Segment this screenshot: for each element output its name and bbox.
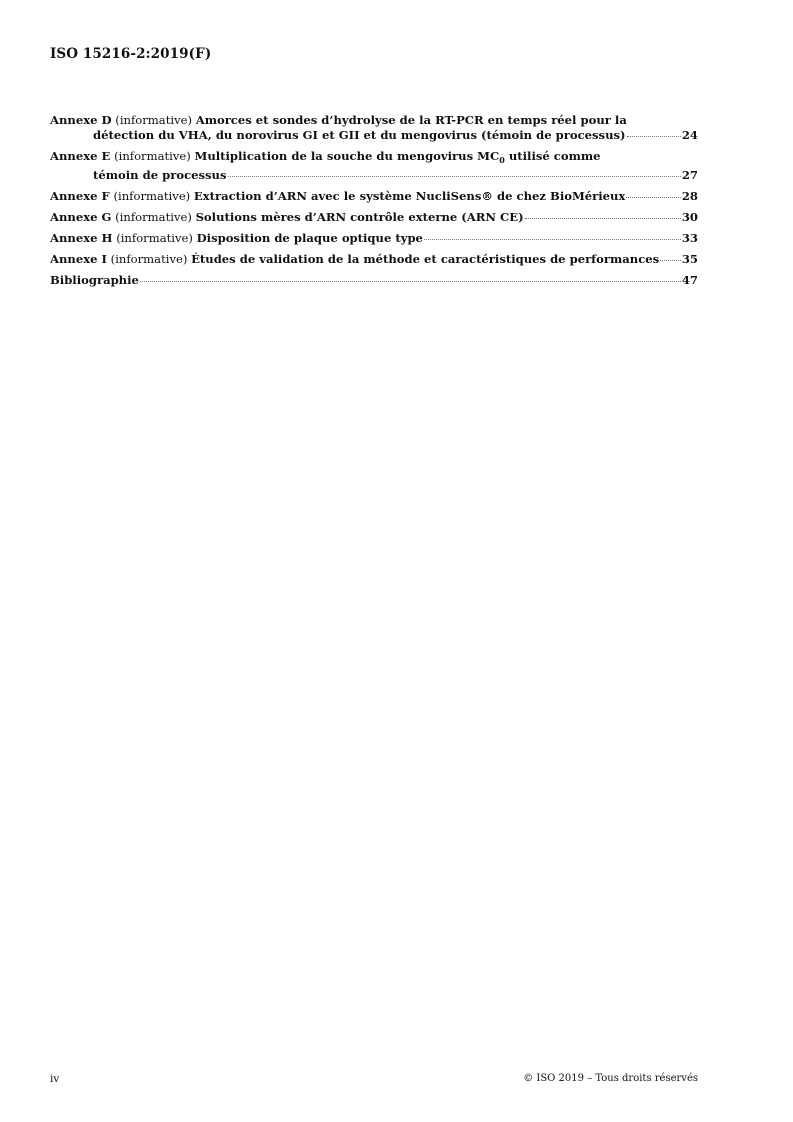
annex-title: Solutions mères d’ARN contrôle externe (ARN CE)	[195, 210, 524, 224]
toc-text	[50, 252, 659, 267]
annex-title-continued: détection du VHA, du norovirus GI et GII et du mengovirus (témoin de processus)	[93, 128, 626, 142]
page-number: 35	[681, 252, 698, 266]
annex-label: Annexe D	[50, 113, 112, 127]
toc-entry-annex-f[interactable]	[50, 189, 698, 204]
toc-line	[50, 149, 698, 168]
toc-text	[93, 128, 626, 143]
annex-title-tail: utilisé comme	[504, 149, 601, 163]
toc-line	[50, 231, 698, 246]
toc-line	[50, 252, 698, 267]
page-number: 28	[681, 189, 698, 203]
annex-title: Études de validation de la méthode et caractéristiques de performances	[191, 252, 660, 266]
table-of-contents	[50, 113, 698, 294]
toc-entry-annex-e[interactable]	[50, 149, 698, 183]
annex-title: Extraction d’ARN avec le système NucliSens® de chez BioMérieux	[193, 189, 626, 203]
toc-text	[50, 189, 625, 204]
toc-entry-annex-g[interactable]	[50, 210, 698, 225]
toc-text	[50, 273, 139, 288]
page-number: 30	[681, 210, 698, 224]
toc-text	[50, 113, 627, 128]
annex-label: Annexe F	[50, 189, 110, 203]
annex-label: Annexe G	[50, 210, 112, 224]
dot-leader	[660, 260, 681, 261]
dot-leader	[525, 218, 681, 219]
annex-label: Annexe E	[50, 149, 111, 163]
subscript-zero: 0	[499, 155, 505, 165]
annex-title: Disposition de plaque optique type	[196, 231, 423, 245]
annex-type: (informative)	[106, 252, 192, 266]
dot-leader	[228, 176, 681, 177]
annex-title-continued: témoin de processus	[93, 168, 227, 182]
footer-copyright: © ISO 2019 – Tous droits réservés	[523, 1073, 698, 1084]
toc-line-continued	[50, 168, 698, 183]
annex-type: (informative)	[111, 210, 196, 224]
annex-title: Amorces et sondes d’hydrolyse de la RT-PCR en temps réel pour la	[195, 113, 627, 127]
bibliography-title: Bibliographie	[50, 273, 139, 287]
document-id-header: ISO 15216-2:2019(F)	[50, 46, 212, 62]
toc-line	[50, 113, 698, 128]
toc-line-continued	[50, 128, 698, 143]
annex-type: (informative)	[112, 231, 197, 245]
toc-line	[50, 210, 698, 225]
annex-type: (informative)	[110, 149, 195, 163]
annex-label: Annexe I	[50, 252, 107, 266]
footer-page-number: iv	[50, 1073, 60, 1085]
toc-entry-annex-d[interactable]	[50, 113, 698, 143]
page-number: 27	[681, 168, 698, 182]
dot-leader	[424, 239, 681, 240]
dot-leader	[140, 281, 681, 282]
toc-line	[50, 189, 698, 204]
page-number: 47	[681, 273, 698, 287]
toc-text	[50, 210, 524, 225]
toc-text	[50, 149, 601, 168]
toc-text	[93, 168, 227, 183]
annex-title: Multiplication de la souche du mengovirus MC	[194, 149, 500, 163]
toc-text	[50, 231, 423, 246]
toc-entry-annex-h[interactable]	[50, 231, 698, 246]
toc-line	[50, 273, 698, 288]
annex-label: Annexe H	[50, 231, 113, 245]
page-number: 33	[681, 231, 698, 245]
annex-type: (informative)	[109, 189, 194, 203]
dot-leader	[626, 197, 680, 198]
toc-entry-annex-i[interactable]	[50, 252, 698, 267]
annex-type: (informative)	[111, 113, 196, 127]
page-number: 24	[681, 128, 698, 142]
toc-entry-bibliography[interactable]	[50, 273, 698, 288]
dot-leader	[627, 136, 681, 137]
